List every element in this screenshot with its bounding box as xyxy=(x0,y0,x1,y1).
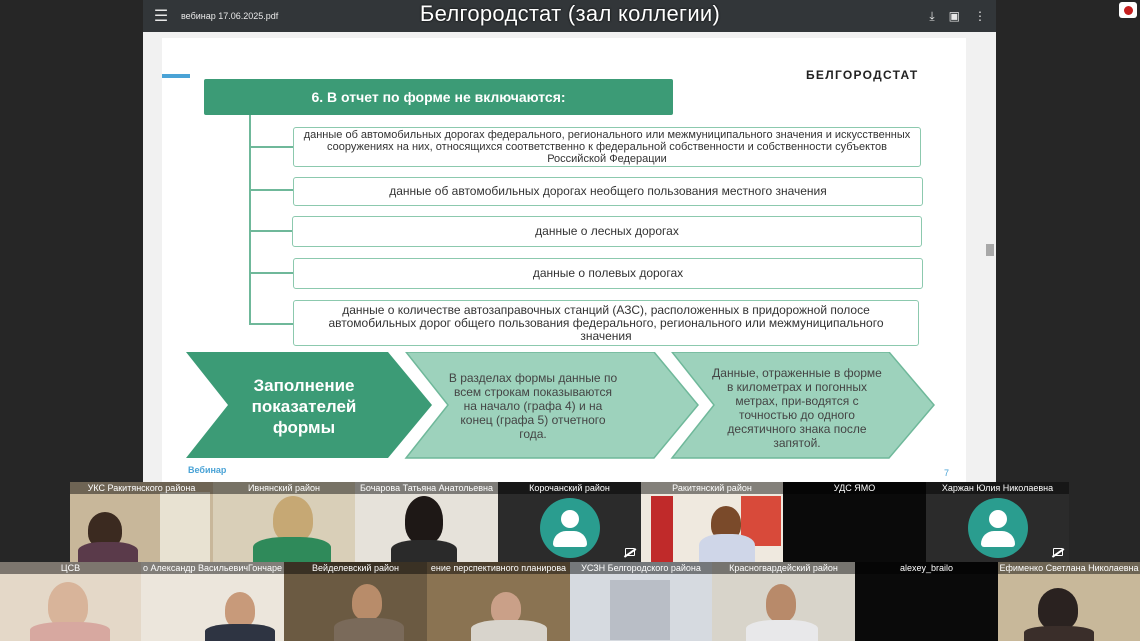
participant-name: Красногвардейский район xyxy=(712,562,855,574)
slide-heading: 6. В отчет по форме не включаются: xyxy=(204,79,673,115)
file-name: вебинар 17.06.2025.pdf xyxy=(181,11,279,21)
vertical-scrollbar[interactable] xyxy=(984,32,996,482)
participant-name: ение перспективного планирова xyxy=(427,562,570,574)
participant-tile[interactable] xyxy=(355,482,498,562)
arrow-text-2: В разделах формы данные по всем строкам показываются на начало (графа 4) и на конец (графа 5) отчетного года. xyxy=(448,371,618,441)
participant-name: Ивнянский район xyxy=(213,482,355,494)
participant-name: Харжан Юлия Николаевна xyxy=(926,482,1069,494)
participant-name: ЦСВ xyxy=(0,562,141,574)
brand-logo-text: БЕЛГОРОДСТАТ xyxy=(806,68,919,82)
connector xyxy=(249,230,293,232)
connector xyxy=(249,146,293,148)
participant-name: Вейделевский район xyxy=(284,562,427,574)
participant-tile[interactable] xyxy=(998,562,1140,641)
process-arrows xyxy=(186,352,946,465)
participant-tile[interactable] xyxy=(641,482,783,562)
participant-tile[interactable] xyxy=(783,482,926,562)
avatar-icon xyxy=(540,498,600,558)
page-number: 7 xyxy=(944,468,950,478)
excluded-item-3: данные о лесных дорогах xyxy=(292,216,922,247)
camera-off-icon xyxy=(625,548,635,556)
download-icon[interactable]: ⤓ xyxy=(929,8,935,23)
excluded-item-1: данные об автомобильных дорогах федерального, регионального или межмуниципального значения и искусственных сооружениях на них, относящихся соответственно к федеральной собственности и собственности субъектов Российской Федерации xyxy=(293,127,921,167)
participant-tile[interactable] xyxy=(284,562,427,641)
participant-name: alexey_brailo xyxy=(855,562,998,574)
participant-tile[interactable] xyxy=(498,482,641,562)
participant-tile[interactable] xyxy=(926,482,1069,562)
footer-label: Вебинар xyxy=(188,465,227,475)
connector xyxy=(249,323,293,325)
participant-tile[interactable] xyxy=(213,482,355,562)
participant-name: Бочарова Татьяна Анатольевна xyxy=(355,482,498,494)
record-icon[interactable] xyxy=(1119,2,1137,18)
participant-tile[interactable] xyxy=(0,562,141,641)
excluded-item-5: данные о количестве автозаправочных станций (АЗС), расположенных в придорожной полосе автомобильных дорог общего пользования федерального, регионального или межмуниципального значения xyxy=(293,300,919,346)
participant-tile[interactable] xyxy=(141,562,284,641)
accent-bar xyxy=(162,74,190,78)
conference-title: Белгородстат (зал коллегии) xyxy=(419,1,721,26)
arrow-text-3: Данные, отраженные в форме в километрах и погонных метрах, при-водятся с точностью до одного десятичного знака после запятой. xyxy=(712,366,882,450)
avatar-icon xyxy=(968,498,1028,558)
arrow-text-1: Заполнение показателей формы xyxy=(251,375,357,437)
participant-name: Корочанский район xyxy=(498,482,641,494)
slide-page xyxy=(162,38,966,482)
connector xyxy=(249,272,293,274)
menu-icon[interactable]: ☰ xyxy=(153,8,169,25)
connector xyxy=(249,189,293,191)
participant-name: Ракитянский район xyxy=(641,482,783,494)
print-icon[interactable]: ▣ xyxy=(948,9,960,23)
participant-tile[interactable] xyxy=(570,562,712,641)
more-vert-icon[interactable]: ⋮ xyxy=(974,9,986,23)
participant-name: Ефименко Светлана Николаевна xyxy=(999,563,1139,573)
participant-name: о Александр ВасильевичГончаре xyxy=(141,562,284,574)
participant-tile[interactable] xyxy=(70,482,213,562)
excluded-item-4: данные о полевых дорогах xyxy=(293,258,923,289)
camera-off-icon xyxy=(1053,548,1063,556)
participant-tile[interactable] xyxy=(427,562,570,641)
participant-tile[interactable] xyxy=(712,562,855,641)
participant-tile[interactable] xyxy=(855,562,998,641)
excluded-item-2: данные об автомобильных дорогах необщего пользования местного значения xyxy=(293,177,923,206)
participant-name: УДС ЯМО xyxy=(783,482,926,494)
participant-name: УСЗН Белгородского района xyxy=(570,562,712,574)
scroll-thumb[interactable] xyxy=(986,244,994,256)
participant-name: УКС Ракитянского района xyxy=(70,482,213,494)
